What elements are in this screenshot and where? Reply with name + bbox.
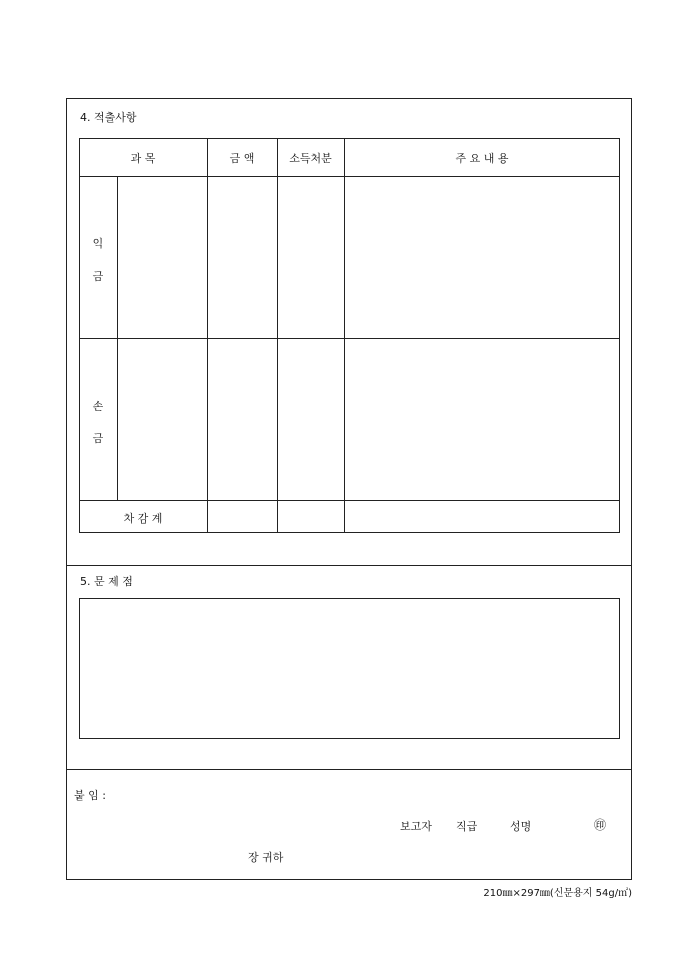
header-details: 주 요 내 용 bbox=[455, 152, 509, 165]
details-column-divider bbox=[344, 138, 345, 533]
header-amount: 금 액 bbox=[229, 152, 255, 165]
loss-label-char2: 금 bbox=[92, 432, 104, 445]
header-disposition: 소득처분 bbox=[289, 152, 332, 165]
addressee-line: 장 귀하 bbox=[248, 851, 284, 864]
income-loss-divider bbox=[79, 338, 620, 339]
header-subject: 과 목 bbox=[130, 152, 156, 165]
paper-spec: 210㎜×297㎜(신문용지 54g/㎡) bbox=[483, 888, 632, 899]
reporter-label: 보고자 bbox=[400, 820, 432, 833]
seal-mark: ㊞ bbox=[594, 818, 607, 832]
section4-title: 4. 적출사항 bbox=[80, 111, 137, 124]
income-label-char2: 금 bbox=[92, 270, 104, 283]
position-label: 직급 bbox=[456, 820, 478, 833]
name-label: 성명 bbox=[510, 820, 532, 833]
section-divider-4-5 bbox=[66, 565, 632, 566]
net-total-label: 차 감 계 bbox=[123, 512, 163, 525]
table-header-divider bbox=[79, 176, 620, 177]
section-divider-attachment bbox=[66, 769, 632, 770]
findings-table bbox=[79, 138, 620, 533]
amount-column-divider bbox=[207, 138, 208, 533]
attachment-label: 붙 임 : bbox=[74, 789, 106, 802]
income-label-char1: 익 bbox=[92, 237, 104, 250]
total-row-divider bbox=[79, 500, 620, 501]
section5-title: 5. 문 제 점 bbox=[80, 575, 133, 588]
disposition-column-divider bbox=[277, 138, 278, 533]
category-column-divider bbox=[117, 176, 118, 500]
problems-box bbox=[79, 598, 620, 739]
loss-label-char1: 손 bbox=[92, 400, 104, 413]
